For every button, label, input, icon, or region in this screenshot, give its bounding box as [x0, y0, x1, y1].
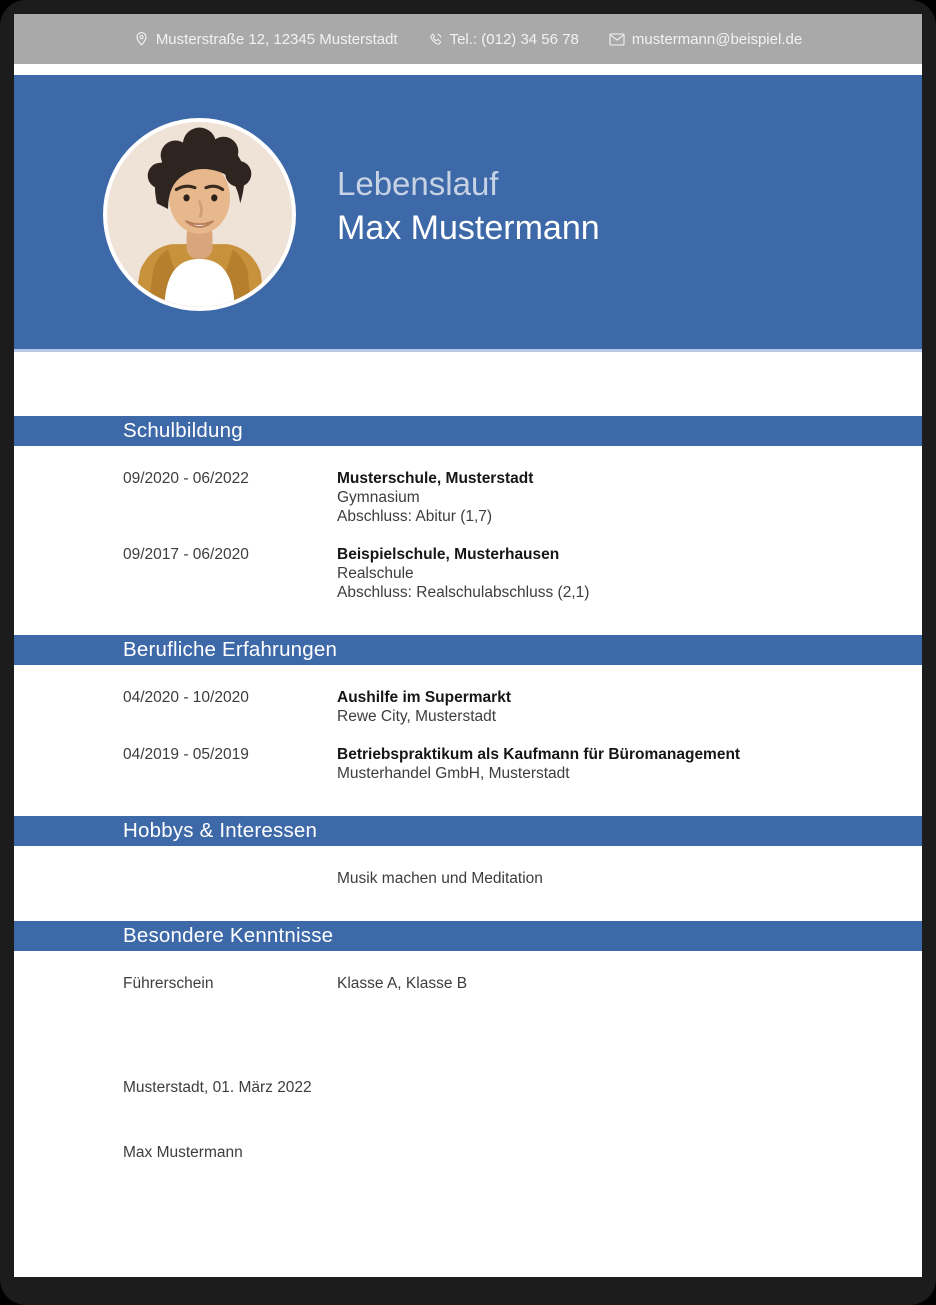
section-title-bar [14, 635, 922, 665]
entry-details [337, 974, 467, 993]
entry-line: Abschluss: Abitur (1,7) [337, 508, 493, 525]
person-name: Max Mustermann [337, 209, 600, 247]
entry-details [337, 688, 511, 726]
entry-line: Musterhandel GmbH, Musterstadt [337, 765, 570, 782]
portrait-illustration [107, 122, 292, 307]
entry-details [337, 469, 533, 526]
entry-period [123, 869, 337, 888]
hero-spacer [14, 352, 922, 416]
signature-block [14, 1078, 922, 1162]
contact-address [134, 31, 398, 48]
section-entry [14, 469, 922, 526]
section-title-bar [14, 416, 922, 446]
entry-title: Beispielschule, Musterhausen [337, 546, 560, 563]
contact-email-text: mustermann@beispiel.de [631, 30, 803, 48]
section-entry [14, 974, 922, 993]
cv-section [14, 921, 922, 1026]
section-entry [14, 688, 922, 726]
section-entry [14, 869, 922, 888]
entry-line: Realschule [337, 565, 414, 582]
contact-email[interactable] [609, 31, 802, 48]
section-body [14, 446, 922, 635]
entry-period: Führerschein [123, 975, 214, 992]
entry-line: Abschluss: Realschulabschluss (2,1) [337, 584, 590, 601]
profile-photo [103, 118, 296, 311]
entry-details [337, 745, 740, 783]
cv-page [14, 14, 922, 1277]
cv-section [14, 816, 922, 921]
section-body [14, 951, 922, 1026]
signature-name: Max Mustermann [123, 1144, 243, 1161]
section-title: Besondere Kenntnisse [123, 924, 334, 947]
entry-period: 09/2020 - 06/2022 [123, 470, 249, 487]
section-entry [14, 545, 922, 602]
section-title: Schulbildung [123, 419, 243, 442]
entry-period: 04/2019 - 05/2019 [123, 746, 249, 763]
entry-title: Musterschule, Musterstadt [337, 470, 534, 487]
contact-phone [428, 31, 579, 48]
entry-title: Aushilfe im Supermarkt [337, 689, 511, 706]
cv-section [14, 635, 922, 816]
section-entry [14, 745, 922, 783]
email-icon [609, 33, 625, 46]
contact-phone-text: Tel.: (012) 34 56 78 [449, 30, 579, 48]
entry-period: 04/2020 - 10/2020 [123, 689, 249, 706]
signature-place-date: Musterstadt, 01. März 2022 [123, 1079, 312, 1096]
section-title-bar [14, 816, 922, 846]
entry-period: 09/2017 - 06/2020 [123, 546, 249, 563]
entry-line: Rewe City, Musterstadt [337, 708, 497, 725]
sections-container [14, 416, 922, 1026]
entry-line: Musik machen und Meditation [337, 870, 543, 887]
entry-details [337, 545, 589, 602]
section-title: Hobbys & Interessen [123, 819, 318, 842]
hero-banner [14, 75, 922, 352]
section-body [14, 665, 922, 816]
cv-section [14, 416, 922, 635]
entry-details [337, 869, 543, 888]
entry-line: Gymnasium [337, 489, 420, 506]
location-pin-icon [134, 31, 149, 47]
section-body [14, 846, 922, 921]
header-gap [14, 64, 922, 75]
phone-icon [428, 32, 443, 47]
entry-title: Betriebspraktikum als Kaufmann für Büromanagement [337, 746, 741, 763]
contact-address-text: Musterstraße 12, 12345 Musterstadt [155, 30, 398, 48]
cv-label: Lebenslauf [337, 165, 499, 202]
entry-line: Klasse A, Klasse B [337, 975, 468, 992]
section-title: Berufliche Erfahrungen [123, 638, 338, 661]
contact-bar [14, 14, 922, 64]
hero-text [337, 163, 600, 251]
section-title-bar [14, 921, 922, 951]
